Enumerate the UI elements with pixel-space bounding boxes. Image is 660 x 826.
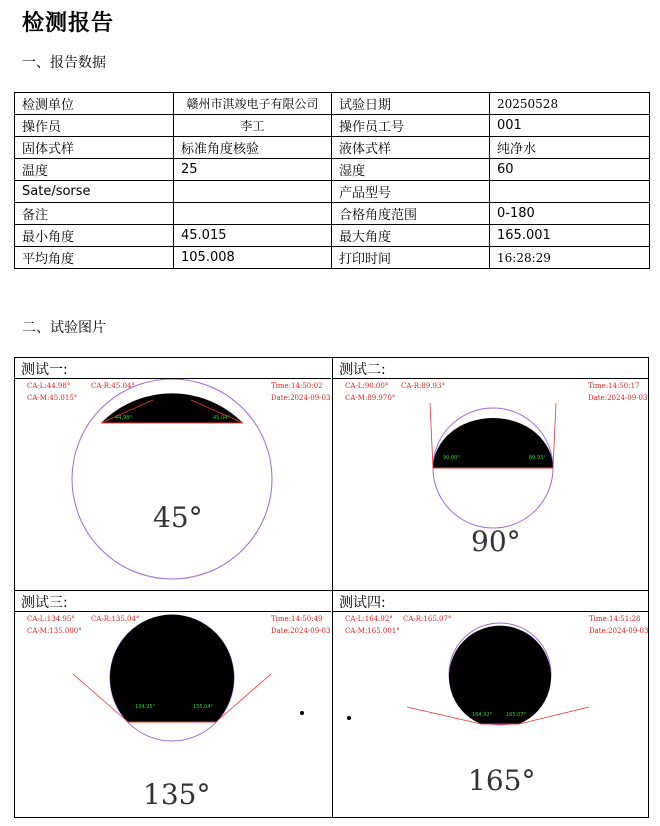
tangent-line-right <box>553 403 556 468</box>
droplet-shape <box>110 615 234 722</box>
droplet-image-3 <box>15 612 331 819</box>
angle-marking: 135° <box>143 778 211 811</box>
table-cell <box>174 203 332 225</box>
table-cell: 备注 <box>15 203 174 225</box>
table-cell: Sate/sorse <box>15 181 174 203</box>
table-row <box>15 181 650 203</box>
left-angle-label: 164.92° <box>472 712 492 718</box>
table-cell: 固体式样 <box>15 137 174 159</box>
angle-marking: 45° <box>153 501 203 534</box>
droplet-image-2 <box>333 379 649 590</box>
ca-m-text: CA-M:135.000° <box>27 627 82 635</box>
table-cell: 45.015 <box>174 225 332 247</box>
table-cell: 平均角度 <box>15 247 174 269</box>
test-panel-3 <box>15 591 331 819</box>
time-text: Time:14:50:02 <box>271 382 323 390</box>
table-cell: 105.008 <box>174 247 332 269</box>
ca-r-text: CA-R:165.07° <box>403 615 452 623</box>
table-cell: 0-180 <box>490 203 650 225</box>
time-text: Time:14:50:49 <box>271 615 323 623</box>
dust-speck <box>300 711 304 715</box>
ca-m-text: CA-M:89.970° <box>345 394 396 402</box>
ca-m-text: CA-M:45.015° <box>27 394 78 402</box>
table-cell: 最小角度 <box>15 225 174 247</box>
report-title: 检测报告 <box>22 11 115 36</box>
date-text: Date:2024-09-03 <box>589 627 649 635</box>
table-cell: 检测单位 <box>15 93 174 115</box>
table-cell: 001 <box>490 115 650 137</box>
table-cell: 20250528 <box>490 93 650 115</box>
table-cell: 最大角度 <box>332 225 490 247</box>
table-row <box>15 115 650 137</box>
ca-r-text: CA-R:45.04° <box>91 382 135 390</box>
section-test-images: 二、试验图片 <box>22 320 106 336</box>
section-report-data: 一、报告数据 <box>22 55 106 71</box>
table-cell: 温度 <box>15 159 174 181</box>
table-cell: 合格角度范围 <box>332 203 490 225</box>
table-cell: 液体式样 <box>332 137 490 159</box>
test-panel-1 <box>15 358 331 590</box>
table-cell: 试验日期 <box>332 93 490 115</box>
table-row <box>15 159 650 181</box>
ca-l-text: CA-L:44.98° <box>27 382 71 390</box>
droplet-shape <box>449 626 551 724</box>
right-angle-label: 165.07° <box>506 712 526 718</box>
table-cell <box>174 181 332 203</box>
left-angle-label: 134.95° <box>135 704 155 710</box>
report-data-table <box>14 92 650 269</box>
table-cell <box>490 181 650 203</box>
test-label: 测试一: <box>21 362 68 378</box>
left-angle-label: 90.00° <box>443 455 460 461</box>
time-text: Time:14:50:17 <box>588 382 640 390</box>
ca-l-text: CA-L:134.95° <box>27 615 75 623</box>
table-cell: 打印时间 <box>332 247 490 269</box>
test-label: 测试三: <box>21 595 68 611</box>
ca-r-text: CA-R:135.04° <box>91 615 140 623</box>
angle-marking: 90° <box>471 525 521 558</box>
droplet-image-1 <box>15 379 331 590</box>
test-label: 测试四: <box>339 595 386 611</box>
left-angle-label: 44.98° <box>115 415 132 421</box>
table-cell: 60 <box>490 159 650 181</box>
ca-l-text: CA-L:164.92° <box>345 615 393 623</box>
ca-l-text: CA-L:90.00° <box>345 382 389 390</box>
table-cell: 纯净水 <box>490 137 650 159</box>
date-text: Date:2024-09-03 <box>271 394 331 402</box>
ca-m-text: CA-M:165.001° <box>345 627 400 635</box>
test-panel-2 <box>333 358 649 590</box>
table-cell: 湿度 <box>332 159 490 181</box>
table-cell: 产品型号 <box>332 181 490 203</box>
table-cell: 25 <box>174 159 332 181</box>
right-angle-label: 135.04° <box>193 704 213 710</box>
table-cell: 165.001 <box>490 225 650 247</box>
test-image-grid <box>14 357 649 818</box>
table-cell: 标准角度核验 <box>174 137 332 159</box>
dust-speck <box>347 716 351 720</box>
table-row <box>15 247 650 269</box>
ca-r-text: CA-R:89.93° <box>401 382 445 390</box>
table-row <box>15 93 650 115</box>
table-cell: 操作员 <box>15 115 174 137</box>
date-text: Date:2024-09-03 <box>271 627 331 635</box>
time-text: Time:14:51:28 <box>589 615 641 623</box>
table-row <box>15 225 650 247</box>
angle-marking: 165° <box>468 764 536 797</box>
tangent-line-left <box>430 403 433 468</box>
right-angle-label: 89.93° <box>529 455 546 461</box>
table-cell: 李工 <box>174 115 332 137</box>
table-row <box>15 137 650 159</box>
table-cell: 16:28:29 <box>490 247 650 269</box>
right-angle-label: 45.04° <box>213 415 230 421</box>
table-cell: 操作员工号 <box>332 115 490 137</box>
droplet-image-4 <box>333 612 649 819</box>
table-cell: 赣州市淇竣电子有限公司 <box>174 93 332 115</box>
test-label: 测试二: <box>339 362 386 378</box>
table-row <box>15 203 650 225</box>
test-panel-4 <box>333 591 649 819</box>
date-text: Date:2024-09-03 <box>588 394 648 402</box>
